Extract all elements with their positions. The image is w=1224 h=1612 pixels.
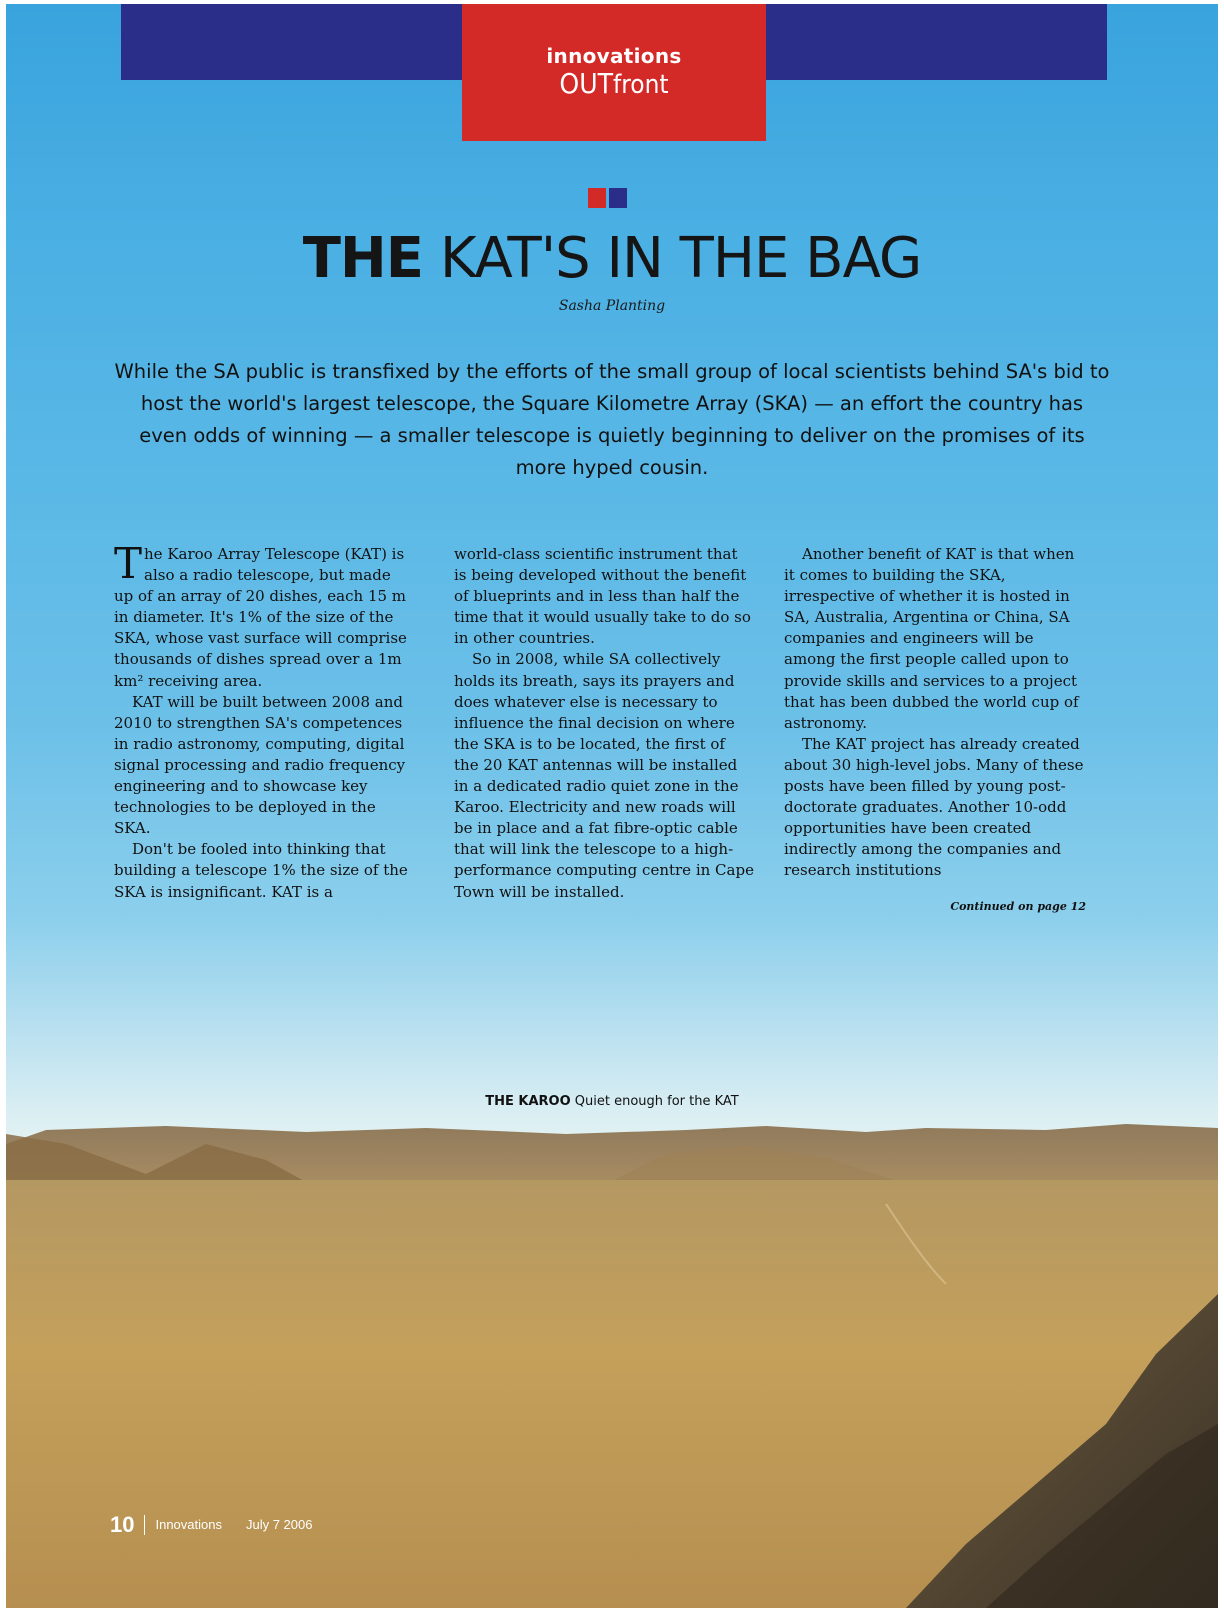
paragraph: The KAT project has already created about 30 high-level jobs. Many of these posts have been filled by young post-doctorate graduates. Another 10-odd opportunities have been created indirectly among the companies and research institutions: [784, 734, 1084, 880]
paragraph: Don't be fooled into thinking that building a telescope 1% the size of the SKA is insignificant. KAT is a: [114, 840, 408, 901]
paragraph: So in 2008, while SA collectively holds its breath, says its prayers and does whatever else is necessary to influence the final decision on where the SKA is to be located, the first of the 20 KAT antennas will be installed in a dedicated radio quiet zone in the Karoo. Electricity and new roads will be in place and a fat fibre-optic cable that will link the telescope to a high-performance computing centre in Cape Town will be installed.: [454, 650, 754, 901]
continued-note: Continued on page 12: [950, 900, 1086, 913]
caption-text: Quiet enough for the KAT: [570, 1094, 739, 1109]
issue-date: July 7 2006: [245, 1517, 313, 1532]
paragraph: world-class scientific instrument that is being developed without the benefit of blueprints and in less than half the time that it would usually take to do so in other countries.: [454, 545, 751, 648]
article-column-1: [114, 539, 410, 903]
publication-name: Innovations: [155, 1517, 222, 1532]
article-column-2: [454, 544, 754, 903]
page-number: 10: [110, 1512, 135, 1537]
intro-paragraph: While the SA public is transfixed by the efforts of the small group of local scientists behind SA's bid to host the world's largest telescope, the Square Kilometre Array (SKA) — an effort the country has even odds of winning — a smaller telescope is quietly beginning to deliver on the promises of its more hyped cousin.: [114, 360, 1110, 479]
article-column-3: [784, 544, 1086, 882]
paragraph: Another benefit of KAT is that when it comes to building the SKA, irrespective of whether it is hosted in SA, Australia, Argentina or China, SA companies and engineers will be among the first people called upon to provide skills and services to a project that has been dubbed the world cup of astronomy.: [784, 545, 1079, 732]
decor-square-red: [588, 188, 606, 208]
decor-square-blue: [609, 188, 627, 208]
section-label-out: OUT: [559, 67, 614, 100]
headline-rest: KAT'S IN THE BAG: [423, 226, 922, 291]
section-label-front: front: [613, 70, 669, 100]
article-headline: [6, 226, 1218, 291]
footer-divider: [144, 1515, 145, 1535]
section-label-top: innovations: [546, 44, 682, 68]
paragraph: [114, 539, 410, 692]
section-label: [462, 4, 766, 141]
page-footer: [110, 1512, 312, 1538]
headline-bold: THE: [302, 226, 424, 291]
byline: Sasha Planting: [558, 298, 666, 314]
caption-bold: THE KAROO: [485, 1094, 571, 1109]
magazine-page: [6, 4, 1218, 1608]
section-label-bottom: [462, 68, 766, 101]
paragraph: KAT will be built between 2008 and 2010 to strengthen SA's competences in radio astronomy, computing, digital signal processing and radio frequency engineering and to showcase key technologies to be deployed in the SKA.: [114, 692, 406, 838]
drop-cap: T: [114, 539, 143, 588]
paragraph-text: he Karoo Array Telescope (KAT) is also a radio telescope, but made up of an array of 20 dishes, each 15 m in diameter. It's 1% of the size of the SKA, whose vast surface will comprise thousands of dishes spread over a 1m km² receiving area.: [114, 545, 407, 690]
photo-caption: [6, 1094, 1218, 1109]
